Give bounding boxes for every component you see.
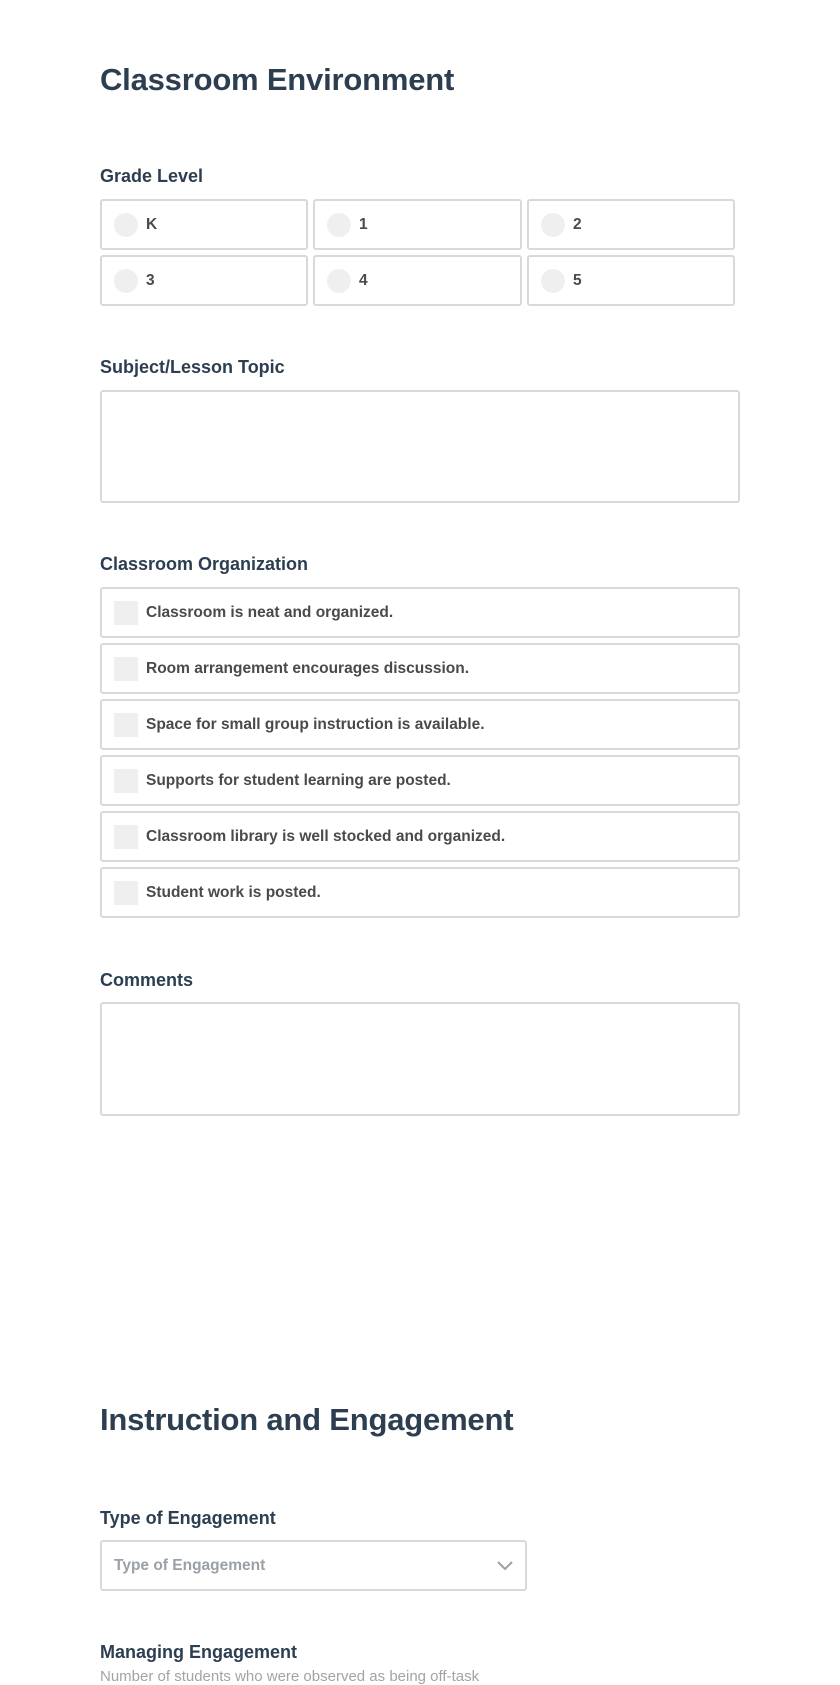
checkbox[interactable] [114,769,138,793]
select-placeholder: Type of Engagement [114,1556,266,1574]
grade-level-label: Grade Level [100,166,204,186]
type-of-engagement-select[interactable] [100,1540,527,1591]
checkbox[interactable] [114,825,138,849]
grade-option-label: K [146,215,158,233]
comments-label: Comments [100,970,194,990]
organization-item-label: Classroom is neat and organized. [146,603,394,621]
radio-circle[interactable] [114,213,138,237]
organization-item-student-work[interactable] [100,867,740,918]
grade-option-3[interactable] [100,255,308,306]
grade-option-label: 4 [359,271,368,289]
organization-item-label: Classroom library is well stocked and organized. [146,827,506,845]
grade-option-1[interactable] [313,199,522,250]
organization-item-label: Supports for student learning are posted. [146,771,451,789]
grade-option-label: 3 [146,271,155,289]
radio-circle[interactable] [541,213,565,237]
subject-lesson-topic-textarea[interactable] [100,390,740,503]
organization-item-label: Space for small group instruction is available. [146,715,485,733]
organization-item-label: Student work is posted. [146,883,321,901]
comments-textarea[interactable] [100,1002,740,1116]
grade-option-label: 1 [359,215,368,233]
radio-circle[interactable] [327,213,351,237]
organization-item-discussion[interactable] [100,643,740,694]
grade-option-5[interactable] [527,255,735,306]
checkbox[interactable] [114,881,138,905]
managing-engagement-hint: Number of students who were observed as being off-task [100,1668,480,1685]
organization-item-label: Room arrangement encourages discussion. [146,659,470,677]
grade-option-label: 5 [573,271,582,289]
grade-option-k[interactable] [100,199,308,250]
organization-item-small-group[interactable] [100,699,740,750]
radio-circle[interactable] [327,269,351,293]
checkbox[interactable] [114,601,138,625]
chevron-down-icon[interactable] [497,1561,513,1571]
grade-option-label: 2 [573,215,582,233]
classroom-organization-label: Classroom Organization [100,554,309,574]
type-of-engagement-label: Type of Engagement [100,1508,276,1528]
radio-circle[interactable] [114,269,138,293]
checkbox[interactable] [114,713,138,737]
grade-option-4[interactable] [313,255,522,306]
organization-item-supports[interactable] [100,755,740,806]
radio-circle[interactable] [541,269,565,293]
organization-item-neat[interactable] [100,587,740,638]
checkbox[interactable] [114,657,138,681]
grade-option-2[interactable] [527,199,735,250]
section-title-instruction-engagement: Instruction and Engagement [100,1402,514,1437]
organization-item-library[interactable] [100,811,740,862]
managing-engagement-label: Managing Engagement [100,1642,298,1662]
subject-lesson-topic-label: Subject/Lesson Topic [100,357,285,377]
section-title-classroom-environment: Classroom Environment [100,62,455,97]
